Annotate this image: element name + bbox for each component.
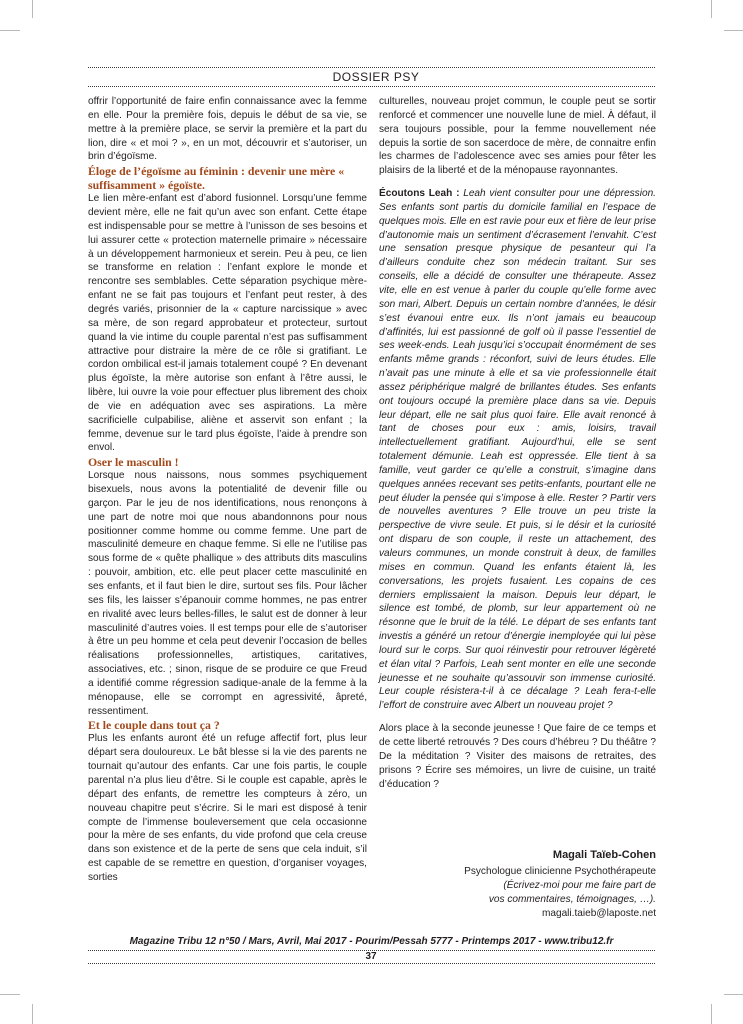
section-label: DOSSIER PSY [332,70,420,84]
paragraph-couple: Plus les enfants auront été un refuge affectif fort, plus leur départ sera douloureux. Le bât blesse si la vie des parents ne tournait qu’autour des enfants. Car une fois partis, le couple parental n’a plus lieu d’être. Si le couple est capable, après le départ des enfants, de remettre les compteurs à zéro, un nouveau chapitre peut s’écrire. Si le mari est disposé à tenir compte de l’immense bouleversement que cela occasionne pour la mère de ses enfants, du vide profond que cela creuse dans son existence et de la perte de sens que cela induit, s’il est capable de se remettre en question, d’organiser voyages, sorties [88,733,367,883]
heading-couple: Et le couple dans tout ça ? [88,718,220,733]
author-email[interactable]: magali.taieb@laposte.net [541,907,656,919]
crop-mark [724,994,743,995]
heading-egoisme: Éloge de l’égoïsme au féminin : devenir une mère « suffisamment » égoïste. [88,164,345,193]
case-study-text: Leah vient consulter pour une dépression. Ses enfants sont partis du domicile familial en l’espace de quelques mois. Elle en est ravie pour eux et fière de leur prise d’autonomie mais un sentiment d’écrasement l’envahit. C’est une sensation presque physique de pesanteur qui l’a d’ailleurs conduite chez son médecin traitant. Sur ses conseils, elle a décidé de consulter une thérapeute. Assez vite, elle en est venue à parler du couple qu’elle forme avec son mari, Albert. Depuis un certain nombre d’années, le désir s’est évanoui entre eux. Ils n’ont jamais eu beaucoup d’affinités, lui est passionné de golf où il passe l’essentiel de ses week-ends. Leah jusqu’ici s’occupait énormément de ses enfants même grands : réconfort, suivi de leurs études. Elle n’avait pas une minute à elle et sa vie professionnelle était assez périphérique malgré de brillantes études. Ses enfants ont toujours occupé la première place dans sa vie. Depuis leur départ, elle ne sait plus quoi faire. Elle avait renoncé à tant de choses pour eux : amis, loisirs, travail intellectuellement gratifiant. Aujourd’hui, elle se sent totalement démunie. Leah est oppressée. Elle tient à sa famille, veut garder ce qu’elle a construit, s’imagine dans quelques années recevant ses petits-enfants, pourtant elle ne peut éluder la pensée qui s’impose à elle. Rester ? Partir vers de nouvelles aventures ? Elle trouve un peu triste la perspective de vivre seule. Et puis, si le désir et la curiosité ont disparu de son couple, il reste un attachement, des valeurs communes, un monde construit à deux, de familles mises en commun. Quand les enfants étaient là, les conversations, les projets fusaient. Les copains de ces derniers emplissaient la maison. Depuis leur départ, le silence est tombé, de plomb, sur leur appartement où ne résonne que le bruit de la télé. Le départ de ses enfants tant investis a généré un retour d’énergie inemployée qui lui pèse lourd sur le corps. Sur quoi réinvestir pour retrouver légèreté et élan vital ? Parfois, Leah sent monter en elle une seconde jeunesse et ne souhaite qu’assouvir son immense curiosité. Leur couple résistera-t-il à ce décalage ? Leah fera-t-elle l’effort de construire avec Albert un nouveau projet ? [379,188,656,712]
continued-paragraph: culturelles, nouveau projet commun, le couple peut se sortir renforcé et commencer une nouvelle lune de miel. À défaut, il sera toujours possible, pour la femme nouvellement née depuis la sortie de son sacerdoce de mère, de connaitre enfin les charmes de l’adolescence avec ses amies pour fêter les plaisirs de la liberté et de la ménopause rayonnantes. [379,96,656,177]
author-signature [379,849,656,921]
intro-paragraph: offrir l’opportunité de faire enfin connaissance avec la femme en elle. Pour la première fois, depuis le début de sa vie, se mettre à la première place, se servir la première et la part du lion, dire « et moi ? », en un mot, découvrir et s’autoriser, un brin d’égoïsme. [88,96,367,163]
footer-rule-bottom [88,963,655,964]
crop-mark [0,994,20,995]
paragraph-masculin: Lorsque nous naissons, nous sommes psychiquement bisexuels, nous avons la potentialité de devenir fille ou garçon. Par le jeu de nos identifications, nous renonçons à une part de notre moi que nous abandonnons pour nous positionner comme homme ou comme femme. Une part de masculinité demeure en chaque femme. Si elle ne l’utilise pas sous forme de « quête phallique » des attributs dits masculins : pouvoir, ambition, etc. elle peut placer cette masculinité en ses enfants, et il faut bien le dire, surtout ses fils. Pour lâcher ses fils, les laisser s’épanouir comme hommes, ne pas entrer en rivalité avec leurs belles-filles, le salut est de donner à leur masculinité d’autres voies. Il est temps pour elle de s’autoriser à être un peu homme et cela peut devenir l’occasion de belles réalisations professionnelles, artistiques, caritatives, associatives, etc. ; sinon, risque de se produire ce que Freud a identifié comme régression sadique-anale de la femme à la ménopause, elle se corrompt en agressivité, âpreté, ressentiment. [88,470,367,717]
closing-paragraph: Alors place à la seconde jeunesse ! Que faire de ce temps et de cette liberté retrouvés ? Des cours d’hébreu ? Du théâtre ? De la méditation ? Visiter des maisons de retraites, des prisons ? Écrire ses mémoires, un livre de cuisine, un traité d’éducation ? [379,723,656,790]
page-number: 37 [365,951,377,962]
crop-mark [32,1004,33,1024]
crop-mark [724,30,743,31]
case-study-paragraph [379,187,656,713]
author-name: Magali Taïeb-Cohen [552,849,656,861]
heading-masculin: Oser le masculin ! [88,455,179,470]
case-study-lead: Écoutons Leah : [379,188,460,200]
crop-mark [711,0,712,18]
author-title: Psychologue clinicienne Psychothérapeute [464,865,656,877]
author-note-line1: (Écrivez-moi pour me faire part de [503,879,656,891]
crop-mark [711,1004,712,1024]
author-note-line2: vos commentaires, témoignages, …). [488,893,656,905]
paragraph-egoisme: Le lien mère-enfant est d’abord fusionnel. Lorsqu’une femme devient mère, elle ne fait qu’un avec son enfant. Cette étape est indispensable pour se mettre à l’unisson de ses besoins et lui assurer cette « protection maternelle primaire » nécessaire à un développement harmonieux et serein. Peu à peu, ce lien se transforme en relation : l’enfant explore le monde et rencontre ses semblables. Cette séparation psychique mère-enfant ne se fait pas toujours et l’enfant peut rester, à des degrés variés, prisonnier de la « capture narcissique » avec sa mère, de son regard approbateur et protecteur, surtout quand la vie intime du couple parental n’est pas suffisamment attractive pour distraire la mère de ce rôle si gratifiant. Le cordon ombilical est-il jamais totalement coupé ? En devenant plus égoïste, la mère autorise son enfant à l’être aussi, le libère, lui ouvre la voie pour effectuer plus librement des choix de vie en adéquation avec ses aspirations. La mère sacrificielle culpabilise, aliène et asservit son enfant ; la femme, devenue sur le tard plus égoïste, l’aide à prendre son envol. [88,193,367,454]
crop-mark [0,30,20,31]
header-rule-bottom [88,86,655,87]
footer-credits: Magazine Tribu 12 n°50 / Mars, Avril, Mai 2017 - Pourim/Pessah 5777 - Printemps 2017 - www.tribu12.fr [129,936,614,947]
crop-mark [32,0,33,18]
left-column [88,95,367,885]
right-column [379,95,656,791]
